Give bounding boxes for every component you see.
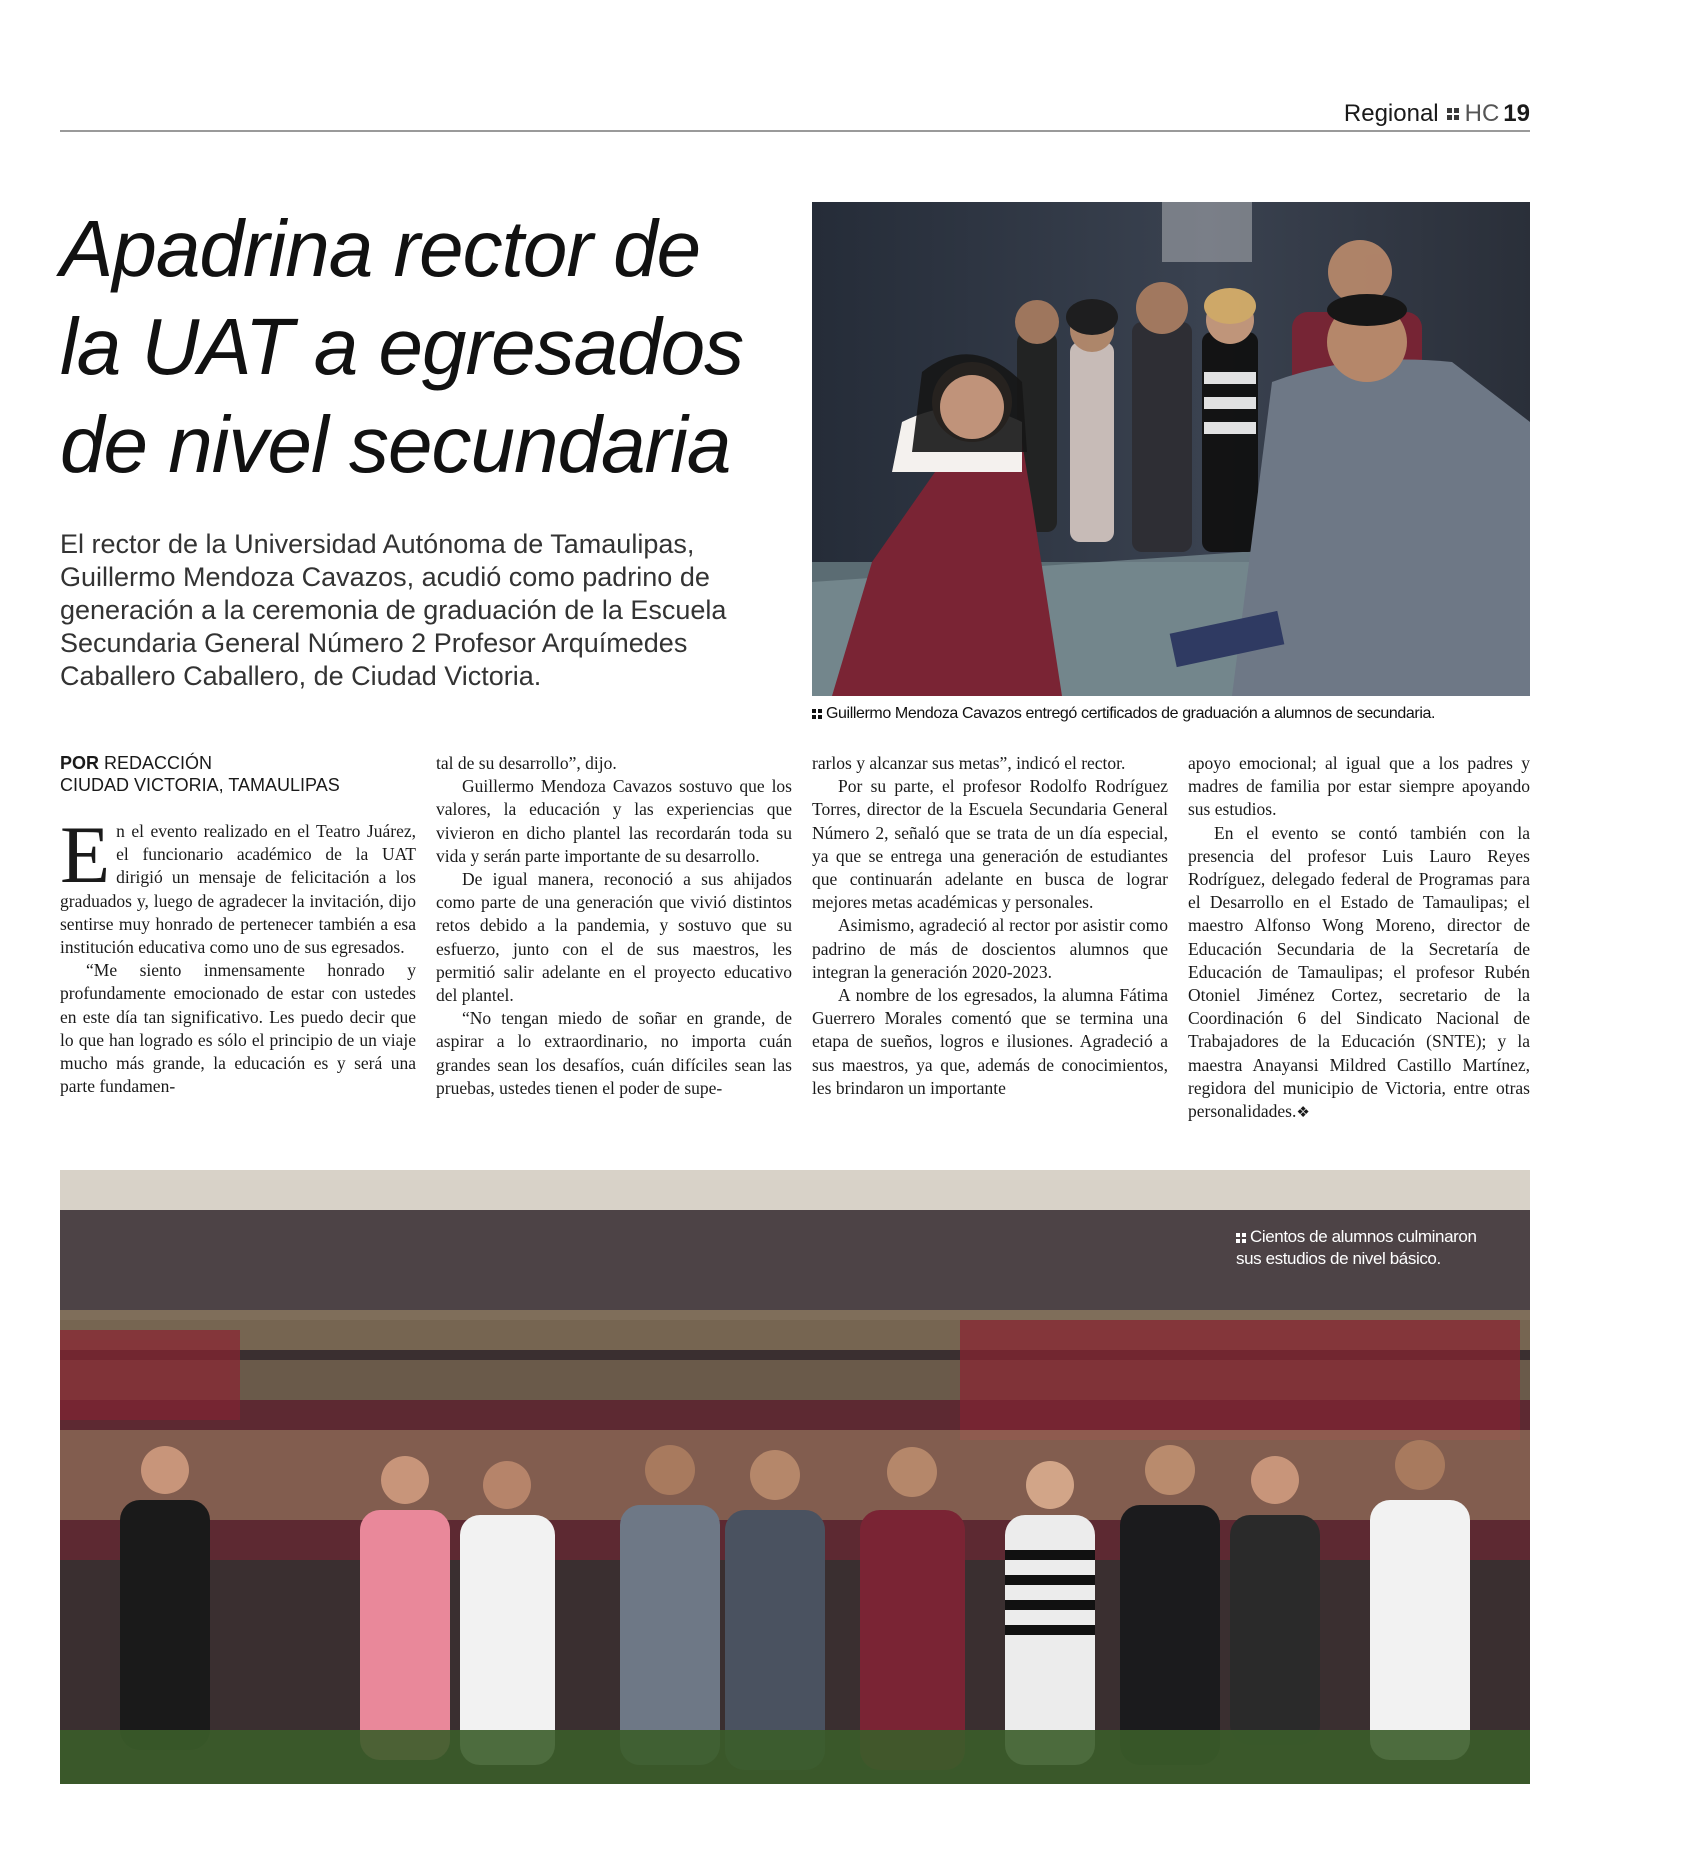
article-column-2 [436, 752, 792, 1100]
byline-author: REDACCIÓN [104, 753, 213, 773]
page-header [60, 98, 1530, 132]
article-column-1 [60, 809, 416, 1098]
article-column-4 [1188, 752, 1530, 1124]
body-paragraph: Asimismo, agradeció al rector por asistir como padrino de más de doscientos alumnos que integran la generación 2020-2023. [812, 915, 1168, 982]
body-paragraph: “Me siento inmensamente honrado y profundamente emocionado de estar con ustedes en este día tan significativo. Les puedo decir que lo que han logrado es sólo el principio de un viaje mucho más grande, la educación es y será una parte fundamen- [60, 960, 416, 1097]
headline-line: la UAT a egresados [60, 302, 744, 391]
byline [60, 752, 420, 796]
body-paragraph: tal de su desarrollo”, dijo. [436, 753, 617, 773]
end-mark-icon: ❖ [1296, 1103, 1310, 1122]
bottom-photo-caption [1236, 1226, 1496, 1270]
body-paragraph: rarlos y alcanzar sus metas”, indicó el rector. [812, 753, 1126, 773]
body-paragraph [1188, 822, 1530, 1125]
top-photo-caption-text: Guillermo Mendoza Cavazos entregó certificados de graduación a alumnos de secundaria. [826, 705, 1436, 722]
body-paragraph: A nombre de los egresados, la alumna Fátima Guerrero Morales comentó que se termina una etapa de sueños, logros e ilusiones. Agradeció a sus maestros, ya que, además de conocimientos, les brindaron un importante [812, 985, 1168, 1098]
body-paragraph: Por su parte, el profesor Rodolfo Rodríguez Torres, director de la Escuela Secundaria General Número 2, señaló que se trata de un día especial, ya que se entrega una generación de estudiantes que continuarán adelante en busca de lograr mejores metas académicas y personales. [812, 776, 1168, 913]
bottom-photo-caption-text: Cientos de alumnos culminaron sus estudios de nivel básico. [1236, 1227, 1477, 1268]
caption-dots-icon [812, 709, 822, 719]
byline-label: POR [60, 753, 100, 773]
body-paragraph: De igual manera, reconoció a sus ahijados como parte de una generación que vivió distintos retos debido a la pandemia, y sostuvo que su esfuerzo, junto con el de sus maestros, les permitió salir adelante en el proyecto educativo del plantel. [436, 869, 792, 1006]
section-name: Regional [1343, 100, 1439, 127]
body-paragraph [60, 809, 416, 959]
body-paragraph: apoyo emocional; al igual que a los padres y madres de familia por estar siempre apoyando sus estudios. [1188, 753, 1530, 820]
body-paragraph: “No tengan miedo de soñar en grande, de aspirar a lo extraordinario, no importa cuán grandes sean los desafíos, cuán difíciles sean las pruebas, ustedes tienen el poder de supe- [436, 1008, 792, 1098]
dots-separator-icon [1447, 108, 1459, 120]
headline-line: Apadrina rector de [60, 204, 701, 293]
top-photo-caption [812, 705, 1435, 723]
byline-location: CIUDAD VICTORIA, TAMAULIPAS [60, 775, 340, 795]
lead-paragraph: El rector de la Universidad Autónoma de Tamaulipas, Guillermo Mendoza Cavazos, acudió como padrino de generación a la ceremonia de graduación de la Escuela Secundaria General Número 2 Profesor Arquímedes Caballero Caballero, de Ciudad Victoria. [60, 529, 727, 691]
caption-dots-icon [1236, 1233, 1246, 1243]
page-number: 19 [1503, 100, 1530, 127]
drop-cap: E [60, 809, 111, 900]
body-paragraph-text: En el evento se contó también con la presencia del profesor Luis Lauro Reyes Rodríguez, delegado federal de Programas para el Desarrollo en el Estado de Tamaulipas; el maestro Alfonso Wong Moreno, director de Educación Secundaria de la Secretaría de Educación de Tamaulipas; el profesor Rubén Otoniel Jiménez Cortez, secretario de la Coordinación 6 del Sindicato Nacional de Trabajadores de la Educación (SNTE); y la maestra Anayansi Mildred Castillo Martínez, regidora del municipio de Victoria, entre otras personalidades. [1188, 822, 1530, 1122]
body-paragraph: Guillermo Mendoza Cavazos sostuvo que los valores, la educación y las experiencias que vivieron en dicho plantel las recordarán toda su vida y serán parte importante de su desarrollo. [436, 776, 792, 866]
headline-line: de nivel secundaria [60, 400, 731, 489]
brand-name: HC [1464, 100, 1500, 127]
ceremony-photo [812, 202, 1530, 696]
body-paragraph-text: n el evento realizado en el Teatro Juárez, el funcionario académico de la UAT dirigió un mensaje de felicitación a los graduados y, luego de agradecer la invitación, dijo sentirse muy honrado de pertenecer también a esa institución educativa como uno de sus egresados. [60, 821, 416, 958]
ceremony-photo-illustration [812, 202, 1530, 696]
headline [60, 200, 780, 494]
article-column-3 [812, 752, 1168, 1100]
header-folio [1344, 100, 1530, 128]
